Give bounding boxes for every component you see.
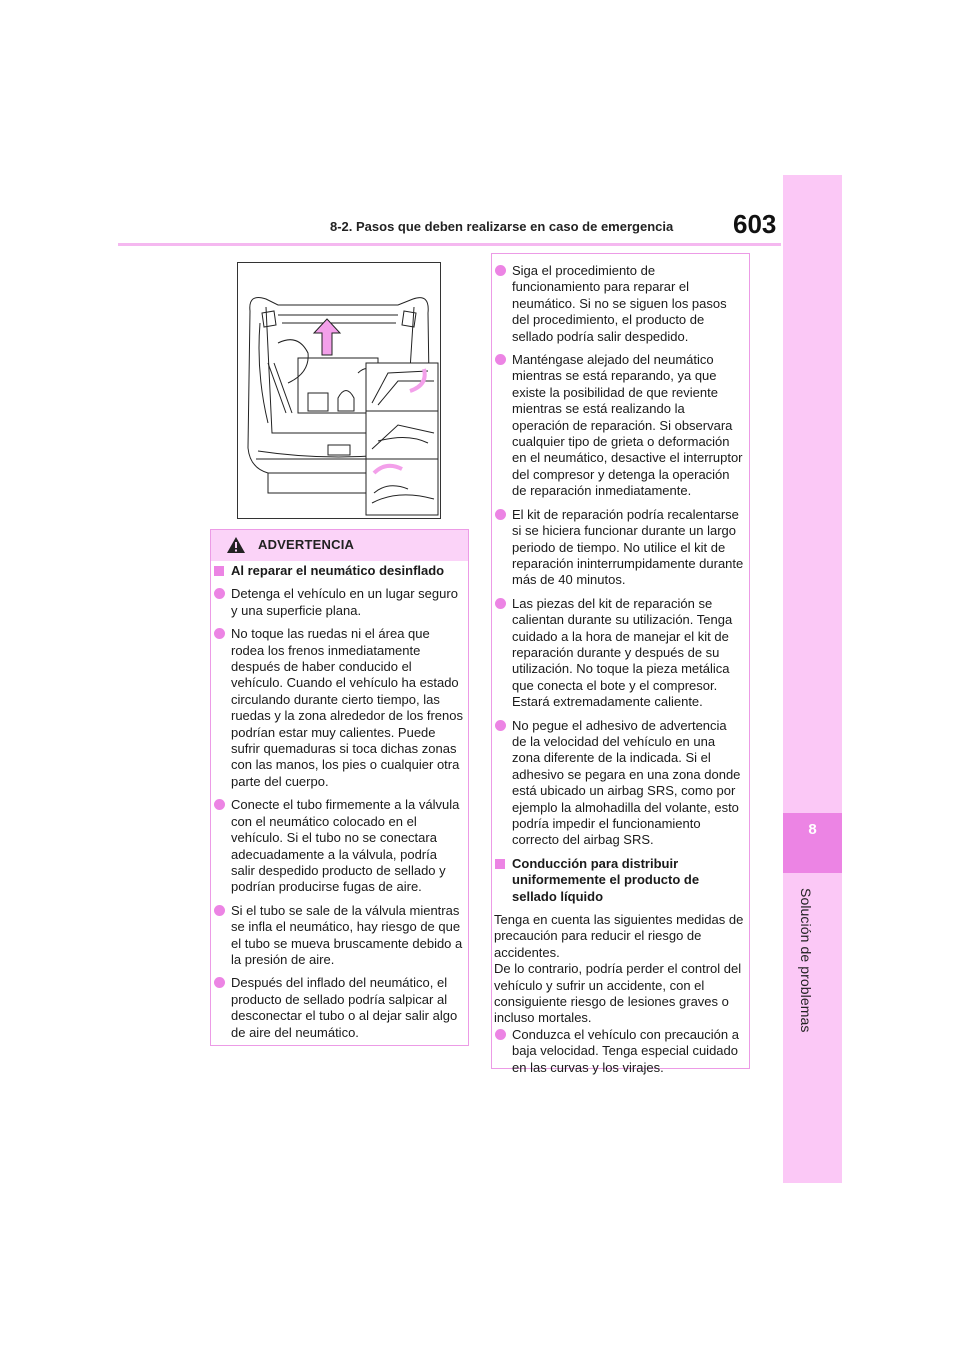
warning-item	[213, 797, 463, 895]
warning-heading-text: Al reparar el neumático desinflado	[231, 563, 445, 578]
round-bullet-icon	[214, 799, 225, 810]
round-bullet-icon	[214, 977, 225, 988]
paragraph: De lo contrario, podría perder el control del vehículo y sufrir un accidente, con el consiguiente riesgo de lesiones graves o incluso mortales.	[494, 961, 742, 1026]
warning-item	[213, 586, 463, 619]
warning-item	[213, 626, 463, 790]
warning-item-text: No toque las ruedas ni el área que rodea los frenos inmediatamente después de haber conducido el vehículo. Cuando el vehículo ha estado circulando durante cierto tiempo, las ruedas y la zona alrededor de los frenos podrían estar muy calientes. Puede sufrir quemaduras si toca dichas zonas con las manos, los pies o cualquier otra parte del cuerpo.	[231, 626, 463, 789]
warning-item-text: Si el tubo se sale de la válvula mientras se infla el neumático, hay riesgo de que el tubo se mueva bruscamente debido a la presión de aire.	[231, 902, 463, 967]
warning-item	[213, 903, 463, 969]
warning-item-text: No pegue el adhesivo de advertencia de la velocidad del vehículo en una zona diferente de la indicada. Si el adhesivo se pegara en una zona donde está ubicado un airbag SRS, como por ejemplo la almohadilla del volante, esto podría impedir el funcionamiento correcto del airbag SRS.	[512, 717, 741, 848]
section-heading-text: Conducción para distribuir uniformemente el producto de sellado líquido	[512, 855, 700, 904]
section-title: 8-2. Pasos que deben realizarse en caso de emergencia	[330, 219, 674, 234]
chapter-number-badge	[783, 813, 842, 873]
trunk-repair-kit-illustration	[237, 262, 441, 519]
warning-item	[494, 352, 744, 500]
square-bullet-icon	[495, 859, 505, 869]
warning-header	[211, 530, 468, 561]
round-bullet-icon	[214, 588, 225, 599]
warning-item-text: Conecte el tubo firmemente a la válvula con el neumático colocado en el vehículo. Si el tubo no se conectara adecuadamente a la válvula, podría salir despedido producto de sellado y podrían producirse fugas de aire.	[231, 797, 460, 895]
round-bullet-icon	[495, 509, 506, 520]
warning-item	[494, 718, 744, 849]
warning-title: ADVERTENCIA	[258, 537, 355, 552]
header-rule	[118, 243, 781, 246]
warning-item-text: El kit de reparación podría recalentarse si se hiciera funcionar durante un largo periodo de tiempo. No utilice el kit de reparación ininterrumpidamente durante más de 40 minutos.	[512, 506, 744, 588]
chapter-number: 8	[808, 821, 817, 838]
right-column-content	[494, 263, 744, 1083]
warning-section-heading	[213, 563, 463, 579]
chapter-label: Solución de problemas	[798, 888, 814, 1033]
round-bullet-icon	[214, 905, 225, 916]
square-bullet-icon	[214, 566, 224, 576]
round-bullet-icon	[495, 1029, 506, 1040]
round-bullet-icon	[214, 628, 225, 639]
warning-item-text: Manténgase alejado del neumático mientras se está reparando, ya que existe la posibilidad de que reviente mientras se está realizando la operación de reparación. Si observara cualquier tipo de grieta o deformación en el neumático, desactive el interruptor del compresor y detenga la operación de reparación inmediatamente.	[512, 352, 743, 499]
warning-item	[213, 975, 463, 1041]
page-number: 603	[733, 209, 777, 239]
warning-item	[494, 1027, 744, 1076]
up-arrow-icon	[314, 319, 340, 355]
warning-item-text: Conduzca el vehículo con precaución a baja velocidad. Tenga especial cuidado en las curvas y los virajes.	[512, 1026, 739, 1075]
warning-item-text: Siga el procedimiento de funcionamiento para reparar el neumático. Si no se siguen los pasos del procedimiento, el producto de sellado podría salir despedido.	[512, 263, 727, 344]
warning-triangle-icon	[226, 536, 246, 554]
warning-item	[494, 596, 744, 711]
warning-item	[494, 263, 744, 345]
paragraph: Tenga en cuenta las siguientes medidas de precaución para reducir el riesgo de accidentes.	[494, 912, 744, 960]
round-bullet-icon	[495, 598, 506, 609]
trunk-illustration-svg	[238, 263, 440, 518]
warning-section-heading	[494, 856, 744, 905]
warning-content	[213, 563, 463, 1048]
warning-item	[494, 507, 744, 589]
round-bullet-icon	[495, 720, 506, 731]
warning-item-text: Después del inflado del neumático, el producto de sellado podría salpicar al desconectar el tubo o al dejar salir algo de aire del neumático.	[231, 975, 458, 1040]
warning-item-text: Detenga el vehículo en un lugar seguro y una superficie plana.	[231, 586, 458, 618]
warning-item-text: Las piezas del kit de reparación se calientan durante su utilización. Tenga cuidado a la hora de manejar el kit de reparación durante y después de su utilización. No toque la pieza metálica que conecta el bote y el compresor. Estará extremadamente caliente.	[512, 595, 733, 710]
round-bullet-icon	[495, 265, 506, 276]
round-bullet-icon	[495, 354, 506, 365]
